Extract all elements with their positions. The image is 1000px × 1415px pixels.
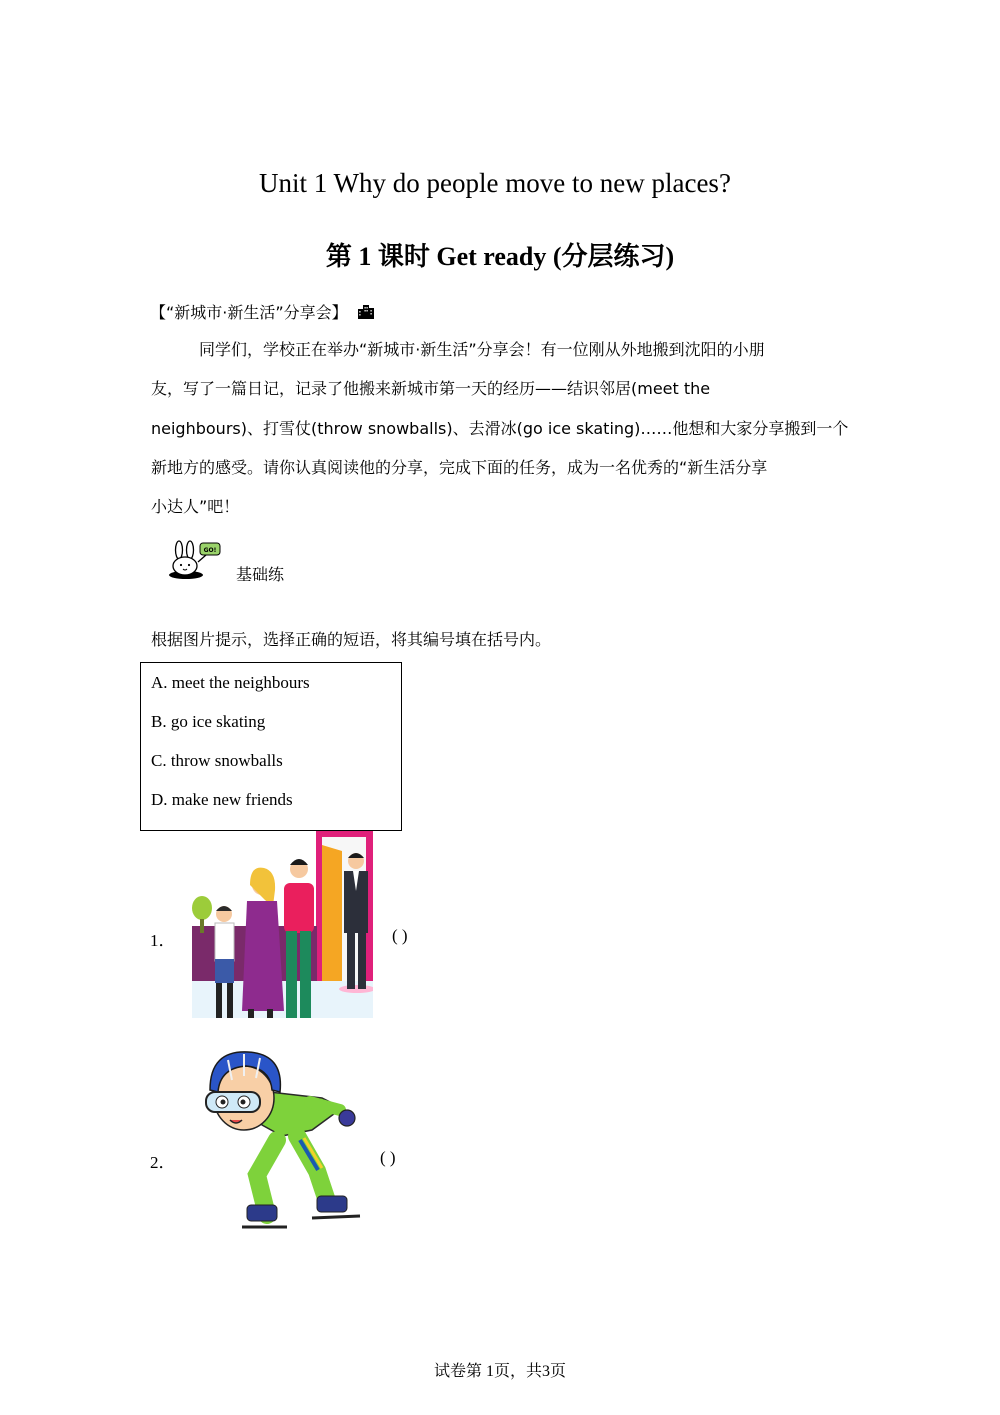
section-heading [150,300,375,323]
question-1-answer-blank[interactable]: ( ) [392,926,408,945]
option-c: C. throw snowballs [151,751,283,770]
intro-line: 小达人”吧！ [151,497,240,517]
options-box [140,662,402,831]
question-1-number: 1． [150,931,176,950]
lesson-subtitle: 第 1 课时 Get ready (分层练习) [325,242,675,271]
option-d: D. make new friends [151,790,293,809]
city-buildings-icon [357,303,375,320]
option-a: A. meet the neighbours [151,673,310,692]
bunny-mascot-icon [166,540,222,580]
page-footer: 试卷第 1页，共3页 [433,1363,566,1380]
intro-line: 同学们，学校正在举办“新城市·新生活”分享会！有一位刚从外地搬到沈阳的小朋 [199,340,765,359]
intro-paragraph [151,330,851,526]
bunny-sign-text: GO! [203,547,217,554]
child-speed-skating-illustration [192,1050,367,1238]
intro-line: neighbours)、打雪仗(throw snowballs)、去滑冰(go ice skating)……他想和大家分享搬到一个 [151,418,849,438]
section-heading-text: 【“新城市·新生活”分享会】 [150,303,348,322]
page-title: Unit 1 Why do people move to new places? [259,168,731,198]
option-b: B. go ice skating [151,712,266,731]
level-label: 基础练 [236,565,285,584]
intro-line: 新地方的感受。请你认真阅读他的分享，完成下面的任务，成为一名优秀的“新生活分享 [151,457,768,477]
question-2-answer-blank[interactable]: ( ) [380,1148,396,1167]
family-meeting-neighbour-illustration [192,831,373,1018]
question-2-number: 2． [150,1153,176,1172]
intro-line: 友，写了一篇日记，记录了他搬来新城市第一天的经历——结识邻居(meet the [151,379,711,399]
exercise-instruction: 根据图片提示，选择正确的短语，将其编号填在括号内。 [151,630,552,649]
